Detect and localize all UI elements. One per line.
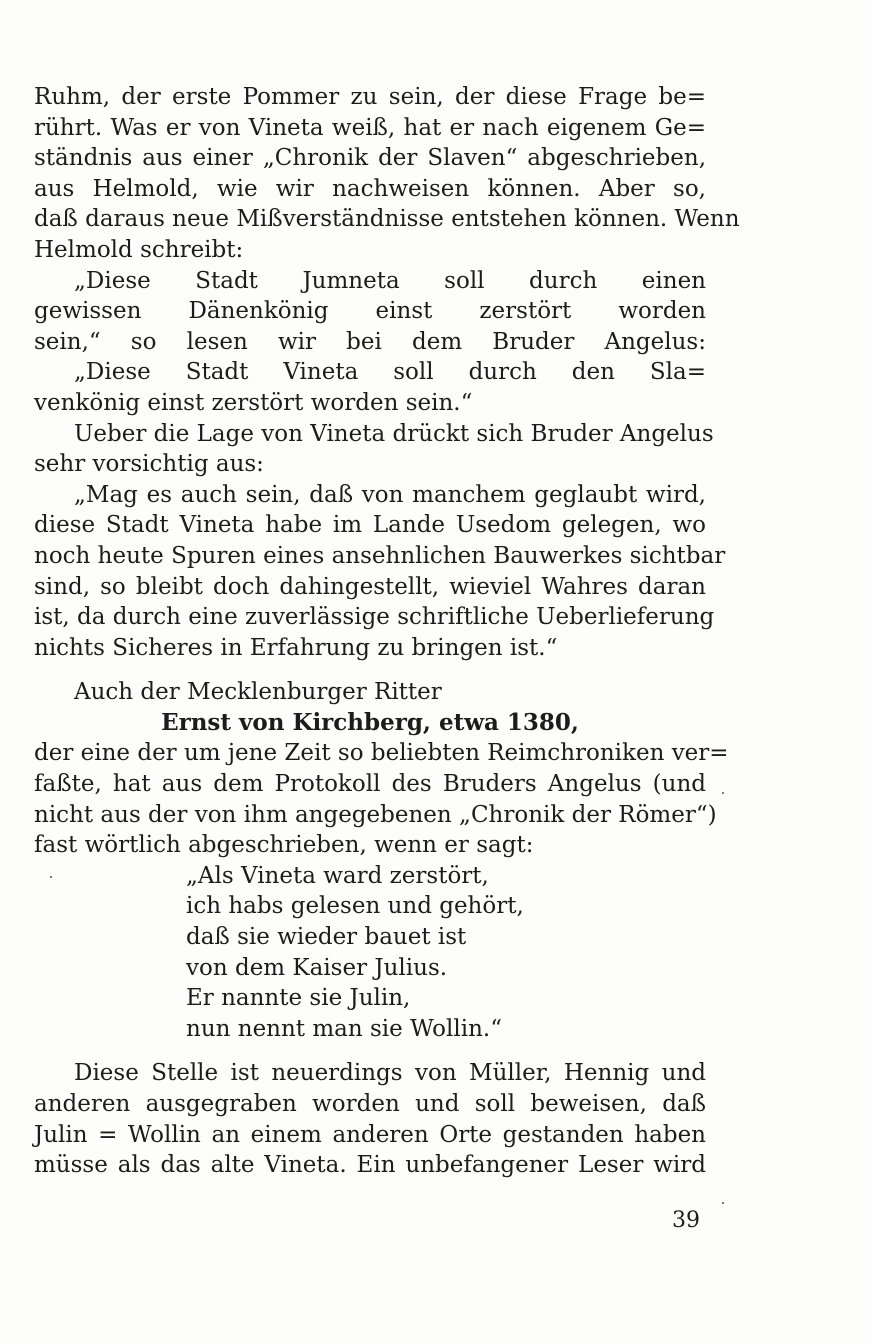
- quote-line: venkönig einst zerstört worden sein.“: [34, 389, 473, 416]
- quote-line: sein,“ so lesen wir bei dem Bruder Angelus:: [34, 328, 706, 355]
- print-speck: [722, 792, 724, 794]
- text-line: anderen ausgegraben worden und soll beweisen, daß: [34, 1091, 706, 1117]
- quote-line: „Diese Stadt Vineta soll durch den Sla=: [74, 359, 706, 386]
- text-line: aus Helmold, wie wir nachweisen können. Aber so,: [34, 175, 706, 202]
- body-text: [34, 82, 740, 1181]
- intro-line: Auch der Mecklenburger Ritter: [74, 679, 442, 706]
- quote-line: gewissen Dänenkönig einst zerstört worden: [34, 298, 706, 325]
- page-number: 39: [672, 1208, 700, 1233]
- text-line: faßte, hat aus dem Protokoll des Bruders Angelus (und: [34, 771, 706, 798]
- verse-line: daß sie wieder bauet ist: [186, 924, 467, 951]
- text-line: Ruhm, der erste Pommer zu sein, der diese Frage be=: [34, 84, 706, 110]
- text-line: müsse als das alte Vineta. Ein unbefangener Leser wird: [34, 1152, 706, 1179]
- verse-line: nun nennt man sie Wollin.“: [186, 1015, 502, 1042]
- text-line: Helmold schreibt:: [34, 236, 244, 263]
- text-line: daß daraus neue Mißverständnisse entstehen können. Wenn: [34, 206, 740, 233]
- quote-line: sind, so bleibt doch dahingestellt, wieviel Wahres daran: [34, 573, 706, 600]
- text-line: fast wörtlich abgeschrieben, wenn er sagt:: [34, 832, 534, 859]
- print-speck: [722, 1202, 724, 1204]
- text-line: sehr vorsichtig aus:: [34, 451, 264, 478]
- quote-line: diese Stadt Vineta habe im Lande Usedom gelegen, wo: [34, 512, 706, 539]
- text-line: Ueber die Lage von Vineta drückt sich Bruder Angelus: [74, 420, 714, 447]
- print-speck: [50, 876, 52, 878]
- quote-line: „Mag es auch sein, daß von manchem geglaubt wird,: [74, 481, 706, 508]
- text-line: rührt. Was er von Vineta weiß, hat er nach eigenem Ge=: [34, 114, 706, 141]
- text-line: der eine der um jene Zeit so beliebten Reimchroniken ver=: [34, 740, 729, 767]
- text-line: Julin = Wollin an einem anderen Orte gestanden haben: [34, 1121, 706, 1148]
- text-line: nicht aus der von ihm angegebenen „Chronik der Römer“): [34, 801, 717, 828]
- text-line: ständnis aus einer „Chronik der Slaven“ abgeschrieben,: [34, 145, 706, 172]
- verse-line: von dem Kaiser Julius.: [186, 954, 448, 981]
- quote-line: noch heute Spuren eines ansehnlichen Bauwerkes sichtbar: [34, 542, 726, 569]
- verse-line: „Als Vineta ward zerstört,: [186, 862, 489, 889]
- verse-line: Er nannte sie Julin,: [186, 985, 411, 1012]
- text-line: Diese Stelle ist neuerdings von Müller, Hennig und: [74, 1060, 706, 1087]
- section-heading: Ernst von Kirchberg, etwa 1380,: [161, 708, 579, 736]
- quote-line: nichts Sicheres in Erfahrung zu bringen ist.“: [34, 634, 558, 661]
- quote-line: ist, da durch eine zuverlässige schriftliche Ueberlieferung: [34, 604, 715, 631]
- quote-line: „Diese Stadt Jumneta soll durch einen: [74, 267, 706, 294]
- verse-line: ich habs gelesen und gehört,: [186, 893, 524, 920]
